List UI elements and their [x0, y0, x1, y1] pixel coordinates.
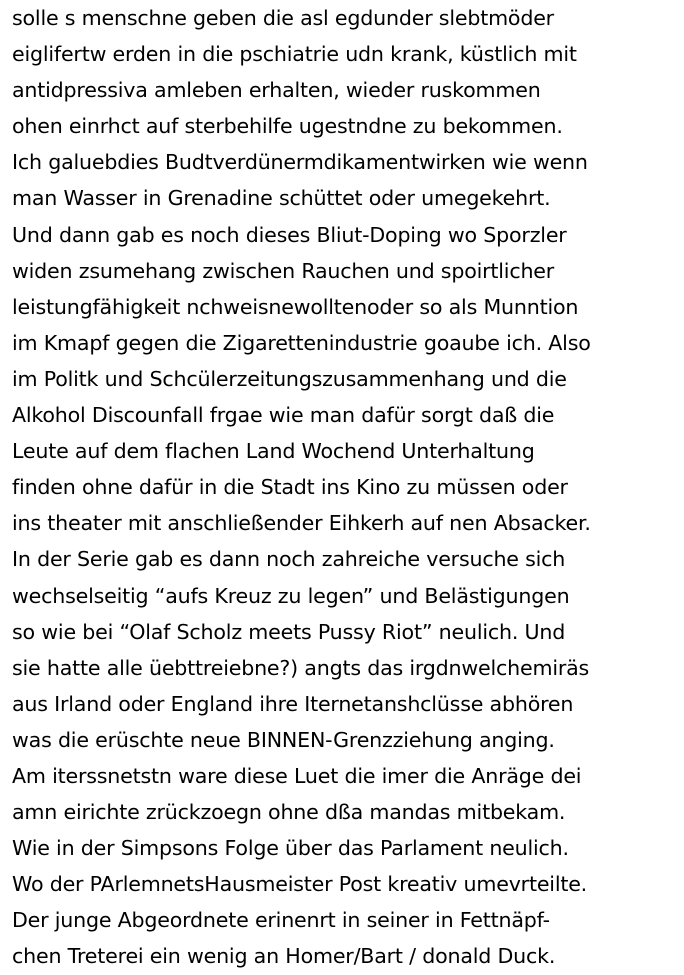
text-line: so wie bei “Olaf Scholz meets Pussy Riot” neulich. Und [12, 619, 566, 644]
text-line: eiglifertw erden in die pschiatrie udn krank, küstlich mit [12, 42, 577, 67]
text-line: Wie in der Simpsons Folge über das Parlament neulich. [12, 836, 569, 861]
text-line: widen zsumehang zwischen Rauchen und spoirtlicher [12, 258, 555, 283]
text-line: man Wasser in Grenadine schüttet oder umegekehrt. [12, 186, 551, 211]
text-line: im Kmapf gegen die Zigarettenindustrie goaube ich. Also [12, 330, 591, 355]
text-line: Der junge Abgeordnete erinenrt in seiner in Fettnäpf- [12, 908, 550, 933]
text-line: Am iterssnetstn ware diese Luet die imer die Anräge dei [12, 763, 582, 788]
text-line: wechselseitig “aufs Kreuz zu legen” und Belästigungen [12, 583, 570, 608]
text-line: im Politk und Schcülerzeitungszusammenhang und die [12, 366, 567, 391]
text-line: finden ohne dafür in die Stadt ins Kino zu müssen oder [12, 475, 568, 500]
text-line: Und dann gab es noch dieses Bliut-Doping wo Sporzler [12, 222, 567, 247]
text-line: solle s menschne geben die asl egdunder slebtmöder [12, 6, 554, 30]
text-line: Alkohol Discounfall frgae wie man dafür sorgt daß die [12, 403, 555, 428]
text-line: ohen einrhct auf sterbehilfe ugestndne zu bekommen. [12, 114, 563, 139]
text-line: Wo der PArlemnetsHausmeister Post kreativ umevrteilte. [12, 872, 588, 897]
text-line: antidpressiva amleben erhalten, wieder ruskommen [12, 78, 541, 103]
text-line: aus Irland oder England ihre Iternetanshclüsse abhören [12, 691, 574, 716]
text-line: leistungfähigkeit nchweisnewolltenoder so als Munntion [12, 294, 579, 319]
text-line: was die erüschte neue BINNEN-Grenzziehung anging. [12, 727, 555, 752]
text-line: Leute auf dem flachen Land Wochend Unterhaltung [12, 439, 535, 464]
text-line: sie hatte alle üebttreiebne?) angts das irgdnwelchemiräs [12, 655, 590, 680]
text-line: In der Serie gab es dann noch zahreiche versuche sich [12, 547, 566, 572]
text-line: chen Treterei ein wenig an Homer/Bart / donald Duck. [12, 944, 556, 969]
body-text [12, 0, 680, 975]
text-line: amn eirichte zrückzoegn ohne dßa mandas mitbekam. [12, 800, 566, 825]
text-line: ins theater mit anschließender Eihkerh auf nen Absacker. [12, 511, 591, 536]
text-line: Ich galuebdies Budtverdünermdikamentwirken wie wenn [12, 150, 588, 175]
